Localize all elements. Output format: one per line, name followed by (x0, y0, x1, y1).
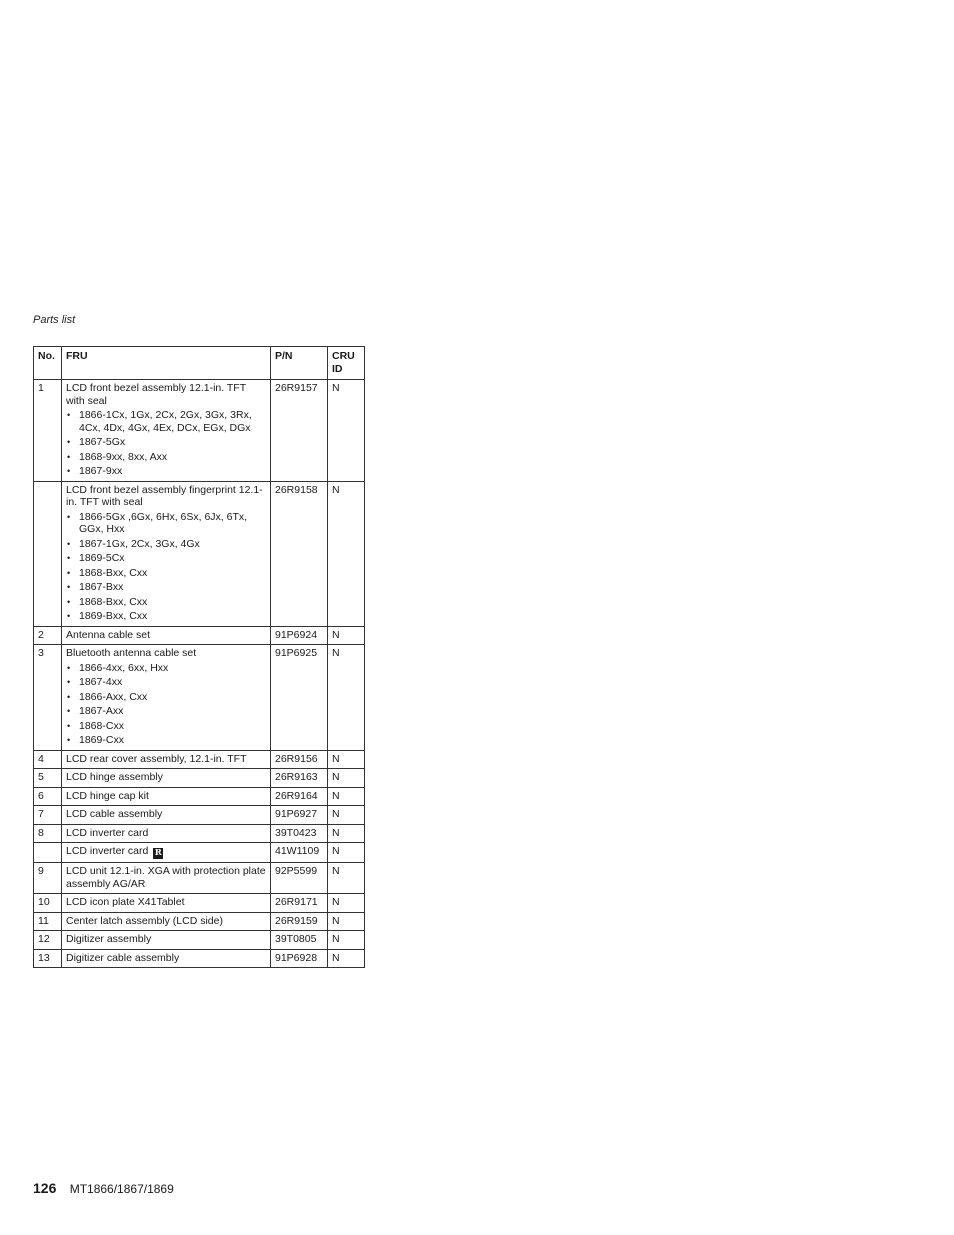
cell-number: 4 (34, 750, 62, 769)
table-row (34, 912, 365, 931)
cell-number: 3 (34, 645, 62, 751)
cell-part-number: 26R9163 (271, 769, 328, 788)
cell-part-number: 39T0423 (271, 824, 328, 843)
cell-part-number: 91P6928 (271, 949, 328, 968)
table-row (34, 949, 365, 968)
parts-table (33, 346, 365, 968)
model-list-item: • 1868-Cxx (66, 720, 266, 733)
model-list (66, 511, 266, 623)
model-list-item: • 1868-Bxx, Cxx (66, 567, 266, 580)
model-list-item: • 1866-Axx, Cxx (66, 691, 266, 704)
cell-cru-id: N (328, 769, 365, 788)
cell-fru (62, 931, 271, 950)
header-pn: P/N (271, 347, 328, 380)
model-list-item: • 1867-1Gx, 2Cx, 3Gx, 4Gx (66, 538, 266, 551)
table-row (34, 626, 365, 645)
cell-number: 7 (34, 806, 62, 825)
parts-table-body (34, 380, 365, 968)
fru-description: LCD hinge cap kit (66, 789, 149, 802)
restricted-badge-icon: R (154, 848, 162, 858)
cell-fru (62, 806, 271, 825)
cell-number: 10 (34, 894, 62, 913)
cell-cru-id: N (328, 626, 365, 645)
header-cru-id: CRU ID (328, 347, 365, 380)
model-list-item: • 1867-Bxx (66, 581, 266, 594)
cell-part-number: 26R9171 (271, 894, 328, 913)
fru-description: Bluetooth antenna cable set (66, 647, 197, 659)
cell-number: 13 (34, 949, 62, 968)
cell-number: 2 (34, 626, 62, 645)
model-list-item: • 1867-4xx (66, 676, 266, 689)
cell-cru-id: N (328, 912, 365, 931)
table-row (34, 645, 365, 751)
table-row (34, 843, 365, 863)
fru-description: LCD cable assembly (66, 808, 163, 820)
cell-cru-id: N (328, 931, 365, 950)
cell-number (34, 843, 62, 863)
cell-fru (62, 626, 271, 645)
header-no: No. (34, 347, 62, 380)
cell-cru-id: N (328, 863, 365, 894)
cell-part-number: 41W1109 (271, 843, 328, 863)
section-label: Parts list (33, 314, 76, 326)
fru-description: LCD front bezel assembly fingerprint 12.1-in. TFT with seal (66, 483, 263, 508)
table-row (34, 787, 365, 806)
fru-description: LCD front bezel assembly 12.1-in. TFT with seal (66, 382, 246, 407)
cell-cru-id: N (328, 824, 365, 843)
cell-cru-id: N (328, 481, 365, 626)
cell-number: 11 (34, 912, 62, 931)
table-row (34, 769, 365, 788)
cell-cru-id: N (328, 787, 365, 806)
cell-part-number: 26R9164 (271, 787, 328, 806)
fru-description: Digitizer cable assembly (66, 951, 180, 964)
cell-part-number: 91P6927 (271, 806, 328, 825)
model-list-item: • 1869-Bxx, Cxx (66, 610, 266, 623)
cell-fru (62, 380, 271, 482)
model-list-item: • 1869-5Cx (66, 552, 266, 565)
cell-fru (62, 863, 271, 894)
table-row (34, 894, 365, 913)
table-row (34, 806, 365, 825)
cell-cru-id: N (328, 949, 365, 968)
cell-fru (62, 481, 271, 626)
cell-fru (62, 949, 271, 968)
cell-part-number: 26R9159 (271, 912, 328, 931)
model-list-item: • 1866-1Cx, 1Gx, 2Cx, 2Gx, 3Gx, 3Rx, 4Cx, 4Dx, 4Gx, 4Ex, DCx, EGx, DGx (66, 409, 266, 434)
cell-part-number: 91P6924 (271, 626, 328, 645)
model-list (66, 409, 266, 478)
table-header-row (34, 347, 365, 380)
model-list-item: • 1867-Axx (66, 705, 266, 718)
model-list-item: • 1866-5Gx ,6Gx, 6Hx, 6Sx, 6Jx, 6Tx, GGx, Hxx (66, 511, 266, 536)
model-list-item: • 1868-9xx, 8xx, Axx (66, 451, 266, 464)
table-row (34, 750, 365, 769)
fru-description: Center latch assembly (LCD side) (66, 914, 223, 927)
cell-number: 1 (34, 380, 62, 482)
table-row (34, 824, 365, 843)
cell-fru (62, 824, 271, 843)
model-list (66, 662, 266, 747)
cell-number: 6 (34, 787, 62, 806)
cell-cru-id: N (328, 806, 365, 825)
fru-description: LCD unit 12.1-in. XGA with protection plate assembly AG/AR (66, 865, 266, 890)
cell-cru-id: N (328, 894, 365, 913)
fru-description: Antenna cable set (66, 628, 151, 641)
cell-number (34, 481, 62, 626)
cell-fru (62, 843, 271, 863)
cell-fru (62, 769, 271, 788)
cell-cru-id: N (328, 843, 365, 863)
cell-number: 9 (34, 863, 62, 894)
cell-cru-id: N (328, 645, 365, 751)
fru-description: LCD rear cover assembly, 12.1-in. TFT (66, 752, 247, 765)
model-list-item: • 1869-Cxx (66, 734, 266, 747)
model-list-item: • 1868-Bxx, Cxx (66, 596, 266, 609)
cell-fru (62, 894, 271, 913)
fru-description: LCD inverter card (66, 845, 149, 857)
fru-description: LCD icon plate X41Tablet (66, 896, 185, 908)
model-list-item: • 1867-9xx (66, 465, 266, 478)
page-number: 126 (33, 1180, 57, 1196)
cell-number: 5 (34, 769, 62, 788)
page-footer (33, 1180, 174, 1196)
cell-number: 8 (34, 824, 62, 843)
cell-part-number: 92P5599 (271, 863, 328, 894)
model-list-item: • 1867-5Gx (66, 436, 266, 449)
cell-part-number: 26R9158 (271, 481, 328, 626)
cell-fru (62, 787, 271, 806)
table-row (34, 863, 365, 894)
fru-description: LCD inverter card (66, 826, 149, 839)
fru-description: Digitizer assembly (66, 933, 152, 945)
cell-fru (62, 912, 271, 931)
table-row (34, 380, 365, 482)
cell-number: 12 (34, 931, 62, 950)
fru-description: LCD hinge assembly (66, 771, 163, 783)
model-list-item: • 1866-4xx, 6xx, Hxx (66, 662, 266, 675)
table-row (34, 481, 365, 626)
cell-cru-id: N (328, 380, 365, 482)
cell-part-number: 39T0805 (271, 931, 328, 950)
model-label: MT1866/1867/1869 (69, 1182, 174, 1196)
cell-part-number: 26R9156 (271, 750, 328, 769)
cell-fru (62, 645, 271, 751)
cell-cru-id: N (328, 750, 365, 769)
table-row (34, 931, 365, 950)
cell-part-number: 91P6925 (271, 645, 328, 751)
cell-part-number: 26R9157 (271, 380, 328, 482)
header-fru: FRU (62, 347, 271, 380)
cell-fru (62, 750, 271, 769)
